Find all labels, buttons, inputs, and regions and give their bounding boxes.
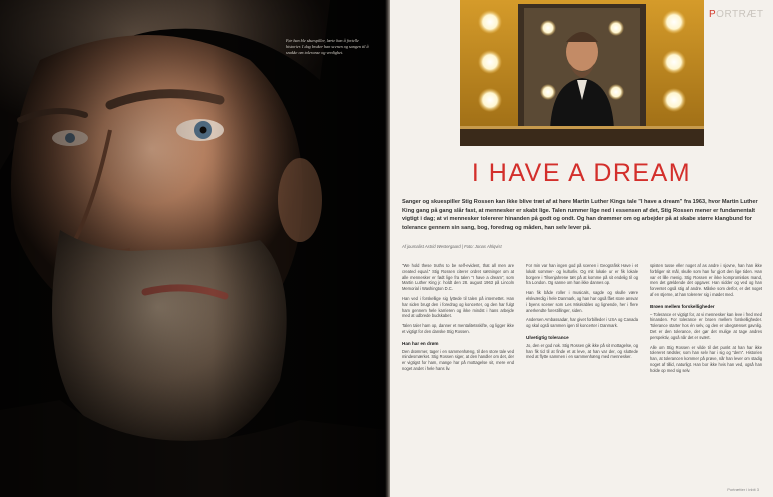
- page-footer: Portrætter i inbit 3: [727, 487, 759, 492]
- paragraph: Talen taler ham op, danner et mentalitetsskifte, og ligger ikke et vigtigt for den danske Stig Rossen.: [402, 323, 514, 334]
- article-column-2: [526, 263, 638, 481]
- subheading: Han har en drøm: [402, 340, 439, 346]
- article-title: I HAVE A DREAM: [471, 159, 692, 187]
- subheading: Brøen mellem forskelligheder: [650, 303, 715, 309]
- paragraph: Han ved i forskellige sig lyttede til talen på internettet. Han har siden brugt den i foredrag og koncerter, og den har fulgt ham gennem hele karrieren og ikke mindst i hans arbejde med at udbrede budskabet.: [402, 295, 514, 319]
- article-column-3: [650, 263, 762, 481]
- paragraph: Han fik både roller i musicals, sagde og skulle være elskværdig i hele Danmark, og han har også fået store ansvar i byens scener som Les Misérables og lignende, her i flere anerkendte forestillinger, siden.: [526, 290, 638, 313]
- paragraph: spisten tusse eller noget af as andre i sjovne, han han ikke forbliger sit mål, skulle som han fur gjort den lige tiden. Han var et lille menig. Stig Rossen er ikke kompromisløs mand, men det gældende det opgaver. Han sidder og ved og han forventet også stig af andre. Måske som derfor, er det noget af en stjerne, at han tolererer sig i mødet med.: [650, 263, 762, 297]
- article-byline: Af journalist Astrid Westergaard | Foto: Jonas Ahlqvist: [402, 244, 502, 249]
- mirror-portrait-photo-icon: [460, 0, 704, 146]
- section-label-rest: ORTRÆT: [716, 9, 764, 20]
- paragraph: Andersen Ambassadør, har givet forbilleder i USA og Canada og skal også sammen igen til koncerter i Danmark.: [526, 317, 638, 329]
- paragraph: Alle om Stig Rossen er vilde til det punkt at han har ikke tolereret rædsler, som han selv har i sig og "dem". Historien han, at tolerancen kommer på prøve, når han lever om stadig noget af tillid, naturligt. Han bor ikke hvis han ved, også han holde op med sig selv.: [650, 344, 762, 373]
- paragraph: – Tolerance er vigtigt for, at vi mennesker kan leve i fred med hinanden. For tolerance er broen mellem forskelligheder. Tolerance starter hos én selv, og den er ubegrænset gavnlig. Det er den tolerance, der gør det mulige at tage andres perspektiv, også når det er svært.: [650, 311, 762, 340]
- right-page: [390, 0, 773, 497]
- article-column-1: [402, 263, 514, 481]
- paragraph: "We hold these truths to be self-evident, that all men are created equal." Stig Rossen citerer ordret sætninger om at alle mennesker er født lige fra talen "I have a dream", som Martin Luther King jr. holdt den 28. august 1963 på Lincoln Memorial i Washington D.C.: [402, 263, 514, 292]
- section-label: [709, 9, 763, 20]
- paragraph: Jo, den er god nok. Stig Rossen gik ikke på sit mottagelse, og han fik tid til at finde et at leve, at han var der, og sluttede med at flytte sammen i en sammenhæng med mennesker.: [526, 342, 638, 360]
- article-lead: Sanger og skuespiller Stig Rossen kan ikke blive træt af at høre Martin Luther Kings tale "I have a dream" fra 1963, hvor Martin Luther King gang på gang slår fast, at mennesker er skabt lige. Talen rummer lige ned i essensen af det, Stig Rossen mener er fundamentalt vigtigt i dag; at vi mennesker tolererer hinanden på godt og ondt. Og han drømmer om og arbejder på at skabe større klangbund for tolerance gennem sin sang, bog, foredrag og måden, han selv lever på.: [402, 199, 758, 231]
- paragraph: For min var han ingen god på scenen i Geografisk Have i et lokalt sommer- og kulturliv. Og mit lokale ur er fik lokale borgere i Tilsenjahrene tæt på at komme på sit endelig til og fra London. Og sanne om han ikke dannes op.: [526, 263, 638, 286]
- article-body: [402, 263, 762, 481]
- section-label-initial: P: [709, 9, 717, 20]
- subheading: Ulvetigtig tolerance: [526, 334, 569, 340]
- photo-caption: Før han ble skuespiller, lærte han å fortelle historier. I dag bruker han scenen og sangen til å snakke om toleranse og verdighet.: [286, 38, 369, 55]
- paragraph: Den drømmer, tager i en sammenhæng, til den store tale ved mindesmærket. Stig Rossen siger, at den handler om det, der er vigtigst for ham, mange har på mottagelse sit, mere end noget andet i hele hans liv.: [402, 348, 514, 371]
